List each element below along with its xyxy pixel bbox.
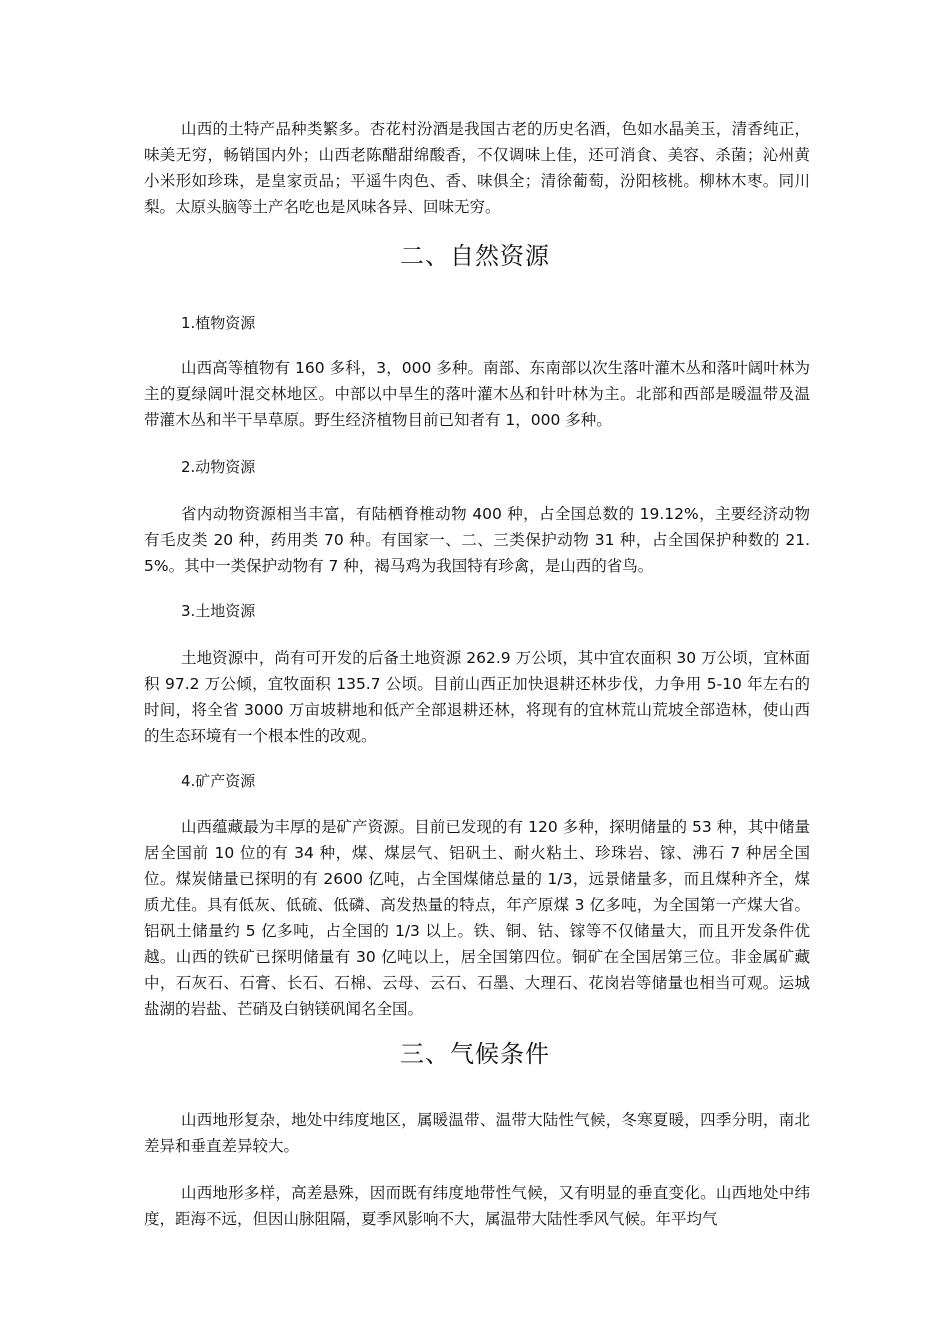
subheading-plant-resources: 1.植物资源	[181, 314, 256, 332]
mineral-resources-paragraph: 山西蕴藏最为丰厚的是矿产资源。目前已发现的有 120 多种，探明储量的 53 种，其中储量居全国前 10 位的有 34 种，煤、煤层气、铝矾土、耐火粘土、珍珠岩、镓、沸石 7 种居全国位。煤炭储量已探明的有 2600 亿吨，占全国煤储总量的 1/3，远景储量多，而且煤种齐全，煤质尤佳。具有低灰、低硫、低磷、高发热量的特点，年产原煤 3 亿多吨，为全国第一产煤大省。铝矾土储量约 5 亿多吨，占全国的 1/3 以上。铁、铜、钴、镓等不仅储量大，而且开发条件优越。山西的铁矿已探明储量有 30 亿吨以上，居全国第四位。铜矿在全国居第三位。非金属矿藏中，石灰石、石膏、长石、石棉、云母、云石、石墨、大理石、花岗岩等储量也相当可观。运城盐湖的岩盐、芒硝及白钠镁矾闻名全国。	[144, 818, 810, 1018]
land-resources-paragraph: 土地资源中，尚有可开发的后备土地资源 262.9 万公顷，其中宜农面积 30 万公顷，宜林面积 97.2 万公倾，宜牧面积 135.7 公顷。目前山西正加快退耕还林步伐，力争用 5-10 年左右的时间，将全省 3000 万亩坡耕地和低产全部退耕还林，将现有的宜林荒山荒坡全部造林，使山西的生态环境有一个根本性的改观。	[144, 649, 810, 745]
climate-paragraph-1: 山西地形复杂，地处中纬度地区，属暖温带、温带大陆性气候，冬寒夏暖，四季分明，南北差异和垂直差异较大。	[144, 1111, 810, 1155]
section-heading-climate: 三、气候条件	[400, 1040, 550, 1068]
animal-resources-paragraph: 省内动物资源相当丰富，有陆栖脊椎动物 400 种，占全国总数的 19.12%，主要经济动物有毛皮类 20 种，药用类 70 种。有国家一、二、三类保护动物 31 种，占全国保护种数的 21.5%。其中一类保护动物有 7 种，褐马鸡为我国特有珍禽，是山西的省鸟。	[144, 505, 810, 575]
plant-resources-paragraph: 山西高等植物有 160 多科，3，000 多种。南部、东南部以次生落叶灌木丛和落叶阔叶林为主的夏绿阔叶混交林地区。中部以中旱生的落叶灌木丛和针叶林为主。北部和西部是暖温带及温带灌木丛和半干旱草原。野生经济植物目前已知者有 1，000 多种。	[144, 359, 810, 429]
intro-paragraph: 山西的土特产品种类繁多。杏花村汾酒是我国古老的历史名酒，色如水晶美玉，清香纯正，味美无穷，畅销国内外；山西老陈醋甜绵酸香，不仅调味上佳，还可消食、美容、杀菌；沁州黄小米形如珍珠，是皇家贡品；平遥牛肉色、香、味俱全；清徐葡萄，汾阳核桃。柳林木枣。同川梨。太原头脑等土产名吃也是风味各异、回味无穷。	[144, 120, 810, 216]
subheading-land-resources: 3.土地资源	[181, 602, 256, 620]
climate-paragraph-2: 山西地形多样，高差悬殊，因而既有纬度地带性气候，又有明显的垂直变化。山西地处中纬度，距海不远，但因山脉阻隔，夏季风影响不大，属温带大陆性季风气候。年平均气	[144, 1184, 810, 1228]
subheading-animal-resources: 2.动物资源	[181, 458, 256, 476]
section-heading-natural-resources: 二、自然资源	[400, 242, 550, 270]
subheading-mineral-resources: 4.矿产资源	[181, 772, 256, 790]
